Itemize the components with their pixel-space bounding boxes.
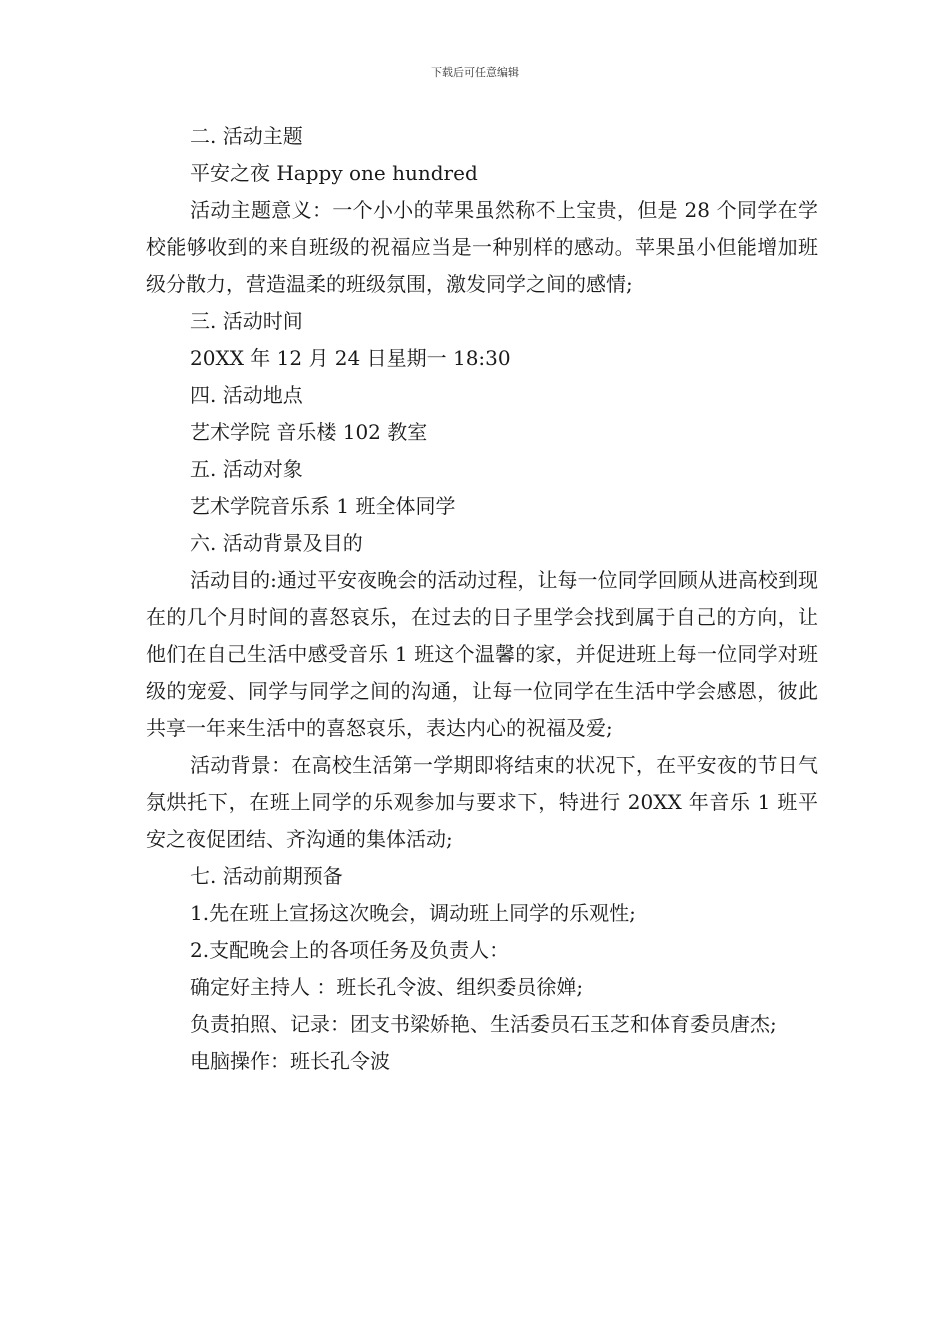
document-body (146, 118, 818, 1080)
section-heading-audience: 五. 活动对象 (190, 457, 303, 481)
theme-title: 平安之夜 Happy one hundred (190, 161, 478, 185)
preparation-item-1: 1.先在班上宣扬这次晚会，调动班上同学的乐观性; (190, 901, 636, 925)
photography-line: 负责拍照、记录：团支书梁娇艳、生活委员石玉芝和体育委员唐杰; (190, 1012, 777, 1036)
page-header: 下载后可任意编辑 (431, 66, 519, 79)
event-time: 20XX 年 12 月 24 日星期一 18:30 (190, 346, 511, 370)
section-heading-time: 三. 活动时间 (190, 309, 303, 333)
section-heading-background-purpose: 六. 活动背景及目的 (190, 531, 363, 555)
preparation-item-2: 2.支配晚会上的各项任务及负责人： (190, 938, 510, 962)
section-heading-location: 四. 活动地点 (190, 383, 303, 407)
section-heading-theme: 二. 活动主题 (190, 124, 303, 148)
event-audience: 艺术学院音乐系 1 班全体同学 (190, 494, 456, 518)
event-location: 艺术学院 音乐楼 102 教室 (190, 420, 428, 444)
theme-meaning-paragraph: 活动主题意义：一个小小的苹果虽然称不上宝贵，但是 28 个同学在学校能够收到的来自班级的祝福应当是一种别样的感动。苹果虽小但能增加班级分散力，营造温柔的班级氛围，激发同学之间的感情; (146, 198, 818, 296)
background-paragraph: 活动背景：在高校生活第一学期即将结束的状况下，在平安夜的节日气氛烘托下，在班上同学的乐观参加与要求下，特进行 20XX 年音乐 1 班平安之夜促团结、齐沟通的集体活动; (146, 753, 818, 851)
purpose-paragraph: 活动目的:通过平安夜晚会的活动过程，让每一位同学回顾从进高校到现在的几个月时间的喜怒哀乐，在过去的日子里学会找到属于自己的方向，让他们在自己生活中感受音乐 1 班这个温馨的家，并促进班上每一位同学对班级的宠爱、同学与同学之间的沟通，让每一位同学在生活中学会感恩，彼此共享一年来生活中的喜怒哀乐，表达内心的祝福及爱; (146, 568, 818, 740)
hosts-line: 确定好主持人 ：班长孔令波、组织委员徐婵; (190, 975, 584, 999)
section-heading-preparation: 七. 活动前期预备 (190, 864, 343, 888)
computer-operation-line: 电脑操作：班长孔令波 (190, 1049, 390, 1073)
